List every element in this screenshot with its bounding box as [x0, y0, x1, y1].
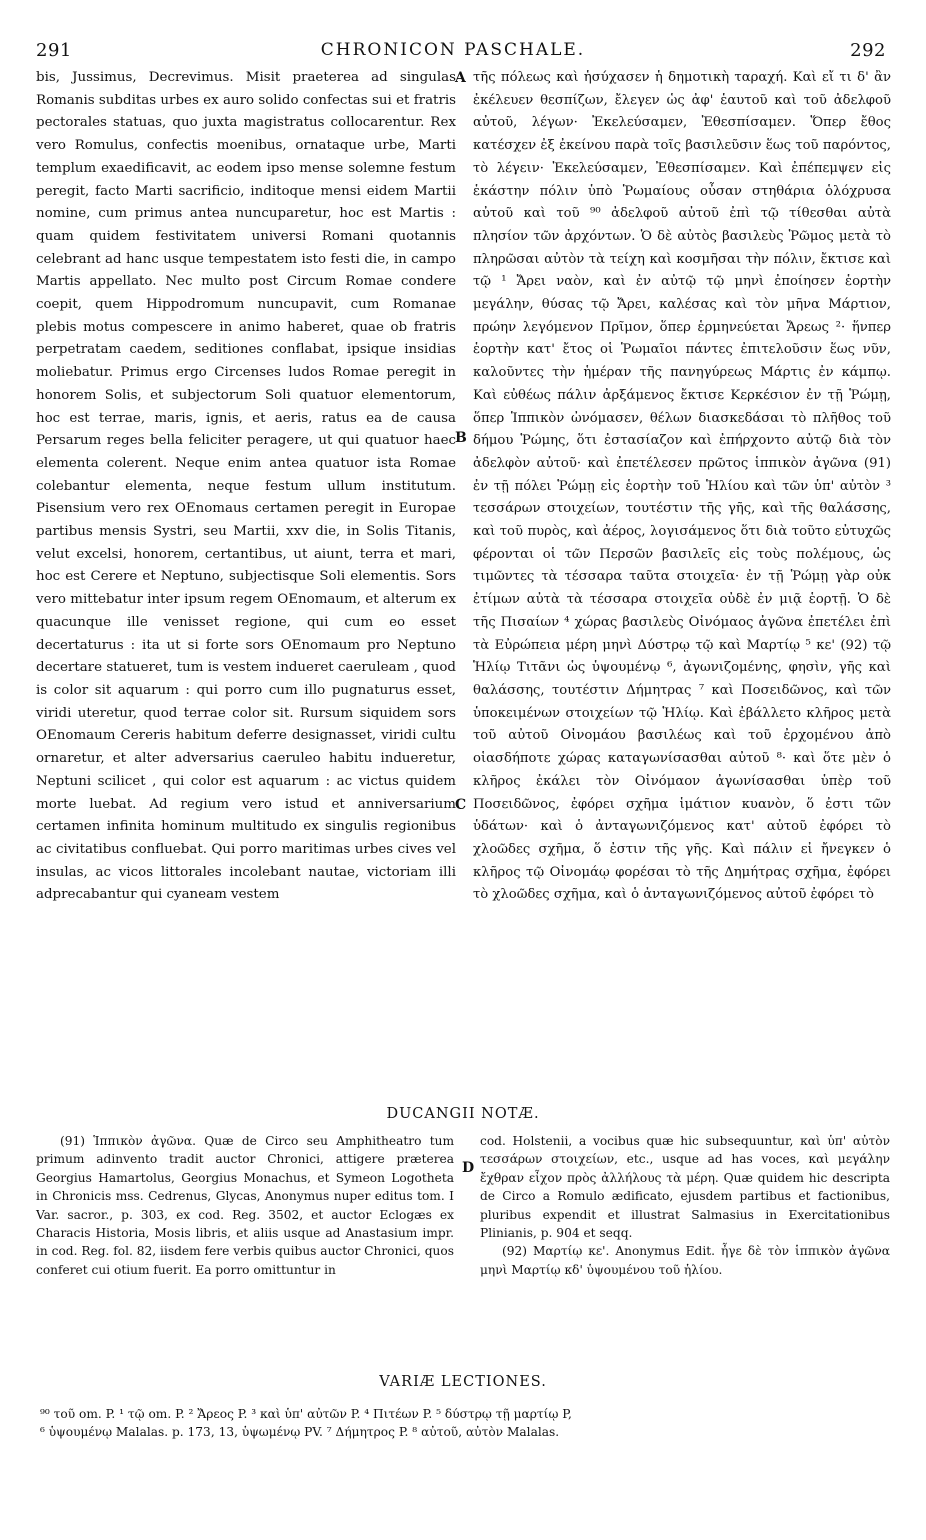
page-number-left: 291 [36, 40, 72, 61]
latin-column: bis, Jussimus, Decrevimus. Misit praeterea ad singulas Romanis subditas urbes ex auro solido confectas sui et fratris pectorales statuas, quo juxta magistratus collocarentur. Rex vero Romulus, confectis moenibus, ornataque urbe, Marti templum exaedificavit, ac eodem ipso mense solemne festum peregit, facto Marti sacrificio, inditoque mensi eidem Martii nomine, cum primus antea nuncuparetur, hoc est Martis : quam quidem festivitatem universi Romani quotannis celebrant ad hanc usque tempestatem isto festi die, in campo Martis appellato. Nec multo post Circum Romae condere coepit, quem Hippodromum nuncupavit, cum Romanae plebis motus compescere in animo haberet, quae ob fratris perpetratam caedem, seditiones conflabat, ipsique insidias moliebatur. Primus ergo Circenses ludos Romae peregit in honorem Solis, et subjectorum Soli quatuor elementorum, hoc est terrae, maris, ignis, et aeris, ratus ea de causa Persarum reges bella feliciter peragere, ut qui quatuor haec elementa colerent. Neque enim antea quatuor ista Romae colebantur elementa, neque festum ullum institutum. Pisensium vero rex OEnomaus certamen peregit in Europae partibus mensis Systri, seu Martii, xxv die, in Solis Titanis, velut excelsi, honorem, certantibus, ut aiunt, terra et mari, hoc est Cerere et Neptuno, subjectisque Soli elementis. Sors vero mittebatur inter ipsum regem OEnomaum, et alterum ex quacunque ille venisset regione, qui cum eo esset decertaturus : ita ut si forte sors OEnomaum pro Neptuno decertare statueret, tum is vestem indueret caeruleam , quod is color sit aquarum : qui porro cum illo pugnaturus esset, viridi uteretur, quod terrae color sit. Rursum siquidem sors OEnomaum Cereris habitum deferre designasset, viridi cultu ornaretur, et alter adversarius caeruleo habitu indueretur, Neptuni scilicet , qui color est aquarum : ac victus quidem morte luebat. Ad regium vero istud et anniversarium certamen infinita hominum multitudo ex singulis regionibus ac civitatibus confluebat. Qui porro maritimas urbes cives vel insulas, ac vicos littorales incolebant nautae, victoriam illi adprecabantur qui cyaneam vestem [36, 70, 456, 903]
margin-letter-d: D [462, 1160, 475, 1176]
margin-letter-a: A [455, 70, 466, 86]
variants-line-2: ⁶ ὑψουμένῳ Malalas. p. 173, 13, ὑψωμένῳ PV. ⁷ Δήμητρος P. ⁸ αὐτοῦ, αὐτὸν Malalas. [40, 1425, 560, 1439]
variants-line-1: ⁹⁰ τοῦ om. P. ¹ τῷ om. P. ² Ἄρεος P. ³ καὶ ὑπ' αὐτῶν P. ⁴ Πιτέων P. ⁵ δύστρῳ τῇ μαρτίῳ P, [40, 1407, 572, 1421]
variant-readings [40, 1405, 900, 1441]
margin-letter-b: B [455, 430, 467, 446]
margin-letter-c: C [455, 797, 467, 813]
note-91: (91) Ἱππικὸν ἀγῶνα. Quæ de Circo seu Amphitheatro tum primum adinvento tradit auctor Chronici, attigere præterea Georgius Hamartolus, Georgius Monachus, et Symeon Logotheta in Chronicis mss. Cedrenus, Glycas, Anonymus nuper editus tom. I Var. sacror., p. 303, ex cod. Reg. 3502, et auctor Eclogæs ex Characis Historia, Mosis libris, et aliis usque ad Anastasium impr. in cod. Reg. fol. 82, iisdem fere verbis quibus auctor Chronici, quos conferet cui otium fuerit. Ea porro omittuntur in [36, 1134, 454, 1277]
notes-heading: DUCANGII NOTÆ. [386, 1106, 540, 1122]
note-92: (92) Μαρτίῳ κε'. Anonymus Edit. ἦγε δὲ τὸν ἱππικὸν ἀγῶνα μηνὶ Μαρτίῳ κδ' ὑψουμένου τοῦ ἡλίου. [480, 1244, 890, 1277]
variants-heading: VARIÆ LECTIONES. [379, 1374, 547, 1390]
running-header [20, 40, 886, 66]
note-91-continuation: cod. Holstenii, a vocibus quæ hic subsequuntur, καὶ ὑπ' αὐτὸν τεσσάρων στοιχείων, etc., usque ad has voces, καὶ μεγάλην ἔχθραν εἶχον πρὸς ἀλλήλους τὰ μέρη. Quæ quidem hic descripta de Circo a Romulo ædificato, ejusdem partibus et factionibus, pluribus expendit et illustrat Salmasius in Exercitationibus Plinianis, p. 904 et seqq. [480, 1134, 890, 1241]
running-title: CHRONICON PASCHALE. [320, 40, 586, 60]
greek-column: τῆς πόλεως καὶ ἡσύχασεν ἡ δημοτικὴ ταραχή. Καὶ εἴ τι δ' ἂν ἐκέλευεν θεσπίζων, ἔλεγεν ὡς ἀφ' ἑαυτοῦ καὶ τοῦ ἀδελφοῦ αὐτοῦ, λέγων· Ἐκελεύσαμεν, Ἐθεσπίσαμεν. Ὅπερ ἔθος κατέσχεν ἐξ ἐκείνου παρὰ τοῖς βασιλεῦσιν ἕως τοῦ παρόντος, τὸ λέγειν· Ἐκελεύσαμεν, Ἐθεσπίσαμεν. Καὶ ἐπέπεμψεν εἰς ἑκάστην πόλιν ὑπὸ Ῥωμαίους οὖσαν στηθάρια ὁλόχρυσα αὐτοῦ καὶ τοῦ ⁹⁰ ἀδελφοῦ αὐτοῦ ἐπὶ τῷ τίθεσθαι αὐτὰ πλησίον τῶν ἀρχόντων. Ὁ δὲ αὐτὸς βασιλεὺς Ῥῶμος μετὰ τὸ πληρῶσαι αὐτὸν τὰ τείχη καὶ κοσμῆσαι τὴν πόλιν, ἔκτισε καὶ τῷ ¹ Ἄρει ναὸν, καὶ ἐν αὐτῷ τῷ μηνὶ ἐποίησεν ἑορτὴν μεγάλην, θύσας τῷ Ἄρει, καλέσας καὶ τὸν μῆνα Μάρτιον, πρώην λεγόμενον Πρῖμον, ὅπερ ἑρμηνεύεται Ἄρεως ²· ἥνπερ ἑορτὴν κατ' ἔτος οἱ Ῥωμαῖοι πάντες ἐπιτελοῦσιν ἕως νῦν, καλοῦντες τὴν ἡμέραν τῆς πανηγύρεως Μάρτις ἐν κάμπῳ. Καὶ εὐθέως πάλιν ἀρξάμενος ἔκτισε Κερκέσιον ἐν τῇ Ῥώμῃ, ὅπερ Ἱππικὸν ὠνόμασεν, θέλων διασκεδάσαι τὸ πλῆθος τοῦ δήμου Ῥώμης, ὅτι ἐστασίαζον καὶ ἐπήρχοντο αὐτῷ διὰ τὸν ἀδελφὸν αὐτοῦ· καὶ ἐπετέλεσεν πρῶτος ἱππικὸν ἀγῶνα (91) ἐν τῇ πόλει Ῥώμῃ εἰς ἑορτὴν τοῦ Ἡλίου καὶ τῶν ὑπ' αὐτὸν ³ τεσσάρων στοιχείων, τουτέστιν τῆς γῆς, καὶ τῆς θαλάσσης, καὶ τοῦ πυρὸς, καὶ ἀέρος, λογισάμενος ὅτι διὰ τοῦτο εὐτυχῶς φέρονται οἱ τῶν Περσῶν βασιλεῖς εἰς τοὺς πολέμους, ὡς τιμῶντες τὰ τέσσαρα ταῦτα στοιχεῖα· ἐν τῇ Ῥώμῃ γὰρ οὐκ ἐτίμων αὐτὰ τὰ τέσσαρα στοιχεῖα οὐδὲ ἐν μιᾷ ἑορτῇ. Ὁ δὲ τῆς Πισαίων ⁴ χώρας βασιλεὺς Οἰνόμαος ἀγῶνα ἐπετέλει ἐπὶ τὰ Εὐρώπεια μέρη μηνὶ Δύστρῳ τῷ καὶ Μαρτίῳ ⁵ κε' (92) τῷ Ἡλίῳ Τιτᾶνι ὡς ὑψουμένῳ ⁶, ἀγωνιζομένης, φησὶν, γῆς καὶ θαλάσσης, τουτέστιν Δήμητρας ⁷ καὶ Ποσειδῶνος, καὶ τῶν ὑποκειμένων στοιχείων τῷ Ἡλίῳ. Καὶ ἐβάλλετο κλῆρος μετὰ τοῦ αὐτοῦ Οἰνομάου βασιλέως καὶ τοῦ ἐρχομένου ἀπὸ οἱασδήποτε χώρας καταγωνίσασθαι αὐτοῦ ⁸· καὶ ὅτε μὲν ὁ κλῆρος ἐκάλει τὸν Οἰνόμαον ἀγωνίσασθαι ὑπὲρ τοῦ Ποσειδῶνος, ἐφόρει σχῆμα ἱμάτιον κυανὸν, ὅ ἐστι τῶν ὑδάτων· καὶ ὁ ἀνταγωνιζόμενος κατ' αὐτοῦ ἐφόρει τὸ χλοῶδες σχῆμα, ὅ ἐστιν τῆς γῆς. Καὶ πάλιν εἰ ἤνεγκεν ὁ κλῆρος τῷ Οἰνομάῳ φορέσαι τὸ τῆς Δημήτρας σχῆμα, ἐφόρει τὸ χλοῶδες σχῆμα, καὶ ὁ ἀνταγωνιζόμενος αὐτοῦ ἐφόρει τὸ [473, 70, 891, 903]
notes-right-column [480, 1132, 890, 1279]
page-number-right: 292 [850, 40, 886, 61]
